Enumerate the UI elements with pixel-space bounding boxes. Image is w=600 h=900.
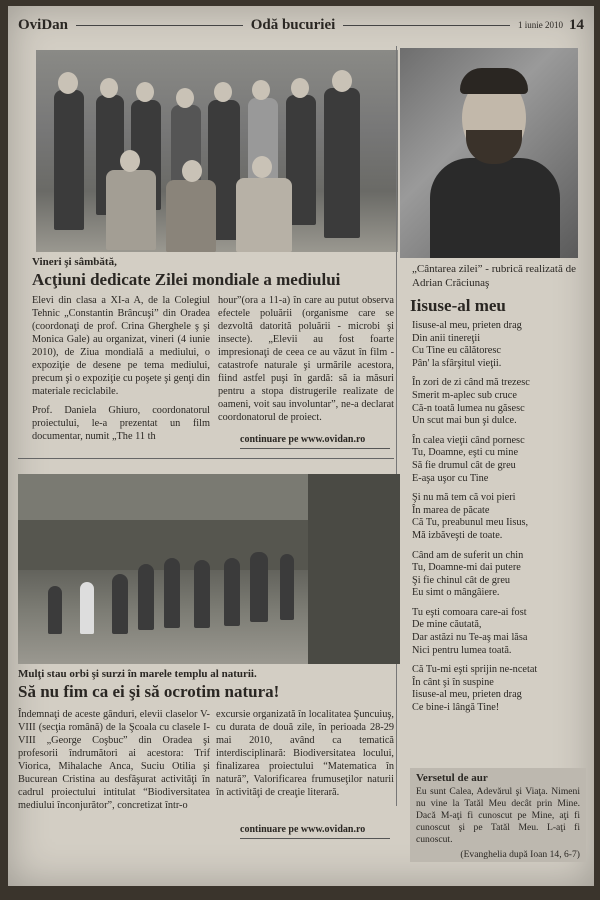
poem-line: Cu Tine eu călătoresc	[412, 345, 501, 357]
newspaper-page	[8, 6, 594, 886]
column-divider	[396, 46, 397, 806]
article1-col2: hour”(ora a 11-a) în care au putut observa efectele poluării (organisme care se dezvoltă datorită poluării - microbi şi insecte). „Elevii au fost foarte impresionaţi de ceea ce au văzut în film - catastrofe naturale şi urmările acestora, fiind astfel puşi în gardă: să ia măsuri pentru a stopa distrugerile realizate de oameni, voit sau involuntar”, ne-a declarat coordonatorul de proiect.	[218, 295, 394, 423]
poem-line: În marea de păcate	[412, 504, 490, 516]
article1-more-link[interactable]: continuare pe www.ovidan.ro	[240, 434, 366, 445]
verse-text: Eu sunt Calea, Adevărul şi Viaţa. Nimeni nu vine la Tatăl Meu decât prin Mine. Dacă M-aţi fi cunoscut pe Mine, aţi fi cunoscut şi pe Tatăl Meu. L-aţi fi cunoscut.	[416, 786, 580, 845]
section-title: Odă bucuriei	[250, 16, 336, 33]
poem-line: În cânt şi în suspine	[412, 676, 494, 688]
poem-line: Iisuse-al meu, prieten drag	[412, 320, 522, 331]
poem-line: Şi fie chinul cât de greu	[412, 574, 511, 586]
article2-col2: excursie organizată în localitatea Şuncuiuş, cu durata de două zile, în perioada 28-29 mai 2010, având ca tematică interdisciplinară: Biodiversitatea locului, finalizarea proiectului “Matematica în natură”, Valorificarea frumuseţilor naturii în activităţi de creaţie literară.	[216, 709, 394, 798]
poem-line: Că Tu, preabunul meu Iisus,	[412, 517, 529, 529]
rule	[240, 448, 390, 449]
poem-line: Nici pentru lumea toată.	[412, 644, 512, 656]
poem-line: De mine căutată,	[412, 619, 482, 631]
poem-line: Când am de suferit un chin	[412, 549, 524, 561]
poem-line: Tu, Doamne, eşti cu mine	[412, 447, 519, 459]
poem-stanza	[412, 377, 584, 427]
poem-line: Că Tu-mi eşti sprijin ne-ncetat	[412, 664, 538, 676]
article2-kicker: Mulţi stau orbi şi surzi în marele templu al naturii.	[18, 668, 257, 680]
poem-line: În zori de zi când mă trezesc	[412, 377, 530, 389]
article1-title: Acţiuni dedicate Zilei mondiale a mediului	[32, 270, 341, 289]
poem-stanza	[412, 664, 584, 714]
poem-stanza	[412, 607, 584, 657]
poem-line: Ce bine-i lângă Tine!	[412, 702, 500, 714]
poem-line: În calea vieţii când pornesc	[412, 434, 525, 446]
verse-reference: (Evanghelia după Ioan 14, 6-7)	[460, 849, 580, 860]
group-photo	[36, 50, 398, 252]
poem-line: Pân' la sfârşitul vieţii.	[412, 357, 502, 369]
author-portrait	[400, 48, 578, 258]
poem-line: Tu, Doamne-mi dai putere	[412, 562, 521, 574]
page-number: 14	[569, 16, 584, 33]
article1-col1: Elevi din clasa a XI-a A, de la Colegiul Tehnic „Constantin Brâncuşi” din Oradea (coordonaţi de prof. Crina Gherghele ş şi Monica Gale) au organizat, vineri (4 iunie 2010), de Ziua mondială a mediului, o expoziţie de desene pe tema mediului, precum şi o expoziţie cu poşete şi genţi din materiale reciclabile. Prof. Daniela Ghiuro, coordonatorul proiectului, le-a prezentat un film documentar, numit „The 11 th	[32, 295, 210, 442]
nature-photo	[18, 474, 400, 664]
rule	[240, 838, 390, 839]
poem-stanza	[412, 435, 584, 485]
poem-stanza	[412, 320, 584, 370]
poem-line: E-aşa uşor cu Tine	[412, 472, 489, 484]
poem-line: Dar astăzi nu Te-aş mai lăsa	[412, 632, 528, 644]
poem-line: Smerit m-aplec sub cruce	[412, 389, 517, 401]
portrait-caption: „Cântarea zilei” - rubrică realizată de Adrian Crăciunaş	[412, 263, 576, 289]
header-rule	[343, 25, 510, 26]
poem-stanza	[412, 492, 584, 542]
article2-title: Să nu fim ca ei şi să ocrotim natura!	[18, 682, 280, 701]
verse-title: Versetul de aur	[416, 772, 488, 784]
poem-title: Iisuse-al meu	[410, 296, 506, 315]
poem-line: Tu eşti comoara care-ai fost	[412, 606, 527, 618]
poem-line: Un scut mai bun şi dulce.	[412, 415, 517, 427]
page-header	[18, 14, 584, 36]
poem-stanza	[412, 550, 584, 600]
header-rule	[76, 25, 243, 26]
article2-col1: Îndemnaţi de aceste gânduri, elevii claselor V-VIII (secţia română) de la Şcoala cu clasele I-VIII „George Coşbuc” din Oradea şi profesorii îndrumători ai acestora: Trif Viorica, Mihalache Anca, Suciu Otilia şi Bucurean Cristina au desfăşurat activităţi în cadrul proiectului intitulat “Biodiversitatea mediului înconjurător”, concretizat într-o	[18, 709, 210, 811]
poem-line: Din anii tinereţii	[412, 332, 481, 344]
poem-line: Eu simt o mângâiere.	[412, 587, 500, 599]
poem-line: Mă izbăveşti de toate.	[412, 529, 503, 541]
golden-verse-box	[410, 768, 586, 862]
poem-line: Iisuse-al meu, prieten drag	[412, 689, 522, 701]
poem-line: Să fie drumul cât de greu	[412, 459, 516, 471]
article1-kicker: Vineri şi sâmbătă,	[32, 256, 117, 268]
publication-name: OviDan	[18, 16, 69, 33]
poem-line: Şi nu mă tem că voi pieri	[412, 492, 516, 504]
poem-line: Că-n toată lumea nu găsesc	[412, 402, 525, 414]
issue-date: 1 iunie 2010	[518, 20, 563, 30]
section-rule	[18, 458, 394, 459]
poem-body	[412, 320, 584, 722]
article2-more-link[interactable]: continuare pe www.ovidan.ro	[240, 824, 366, 835]
